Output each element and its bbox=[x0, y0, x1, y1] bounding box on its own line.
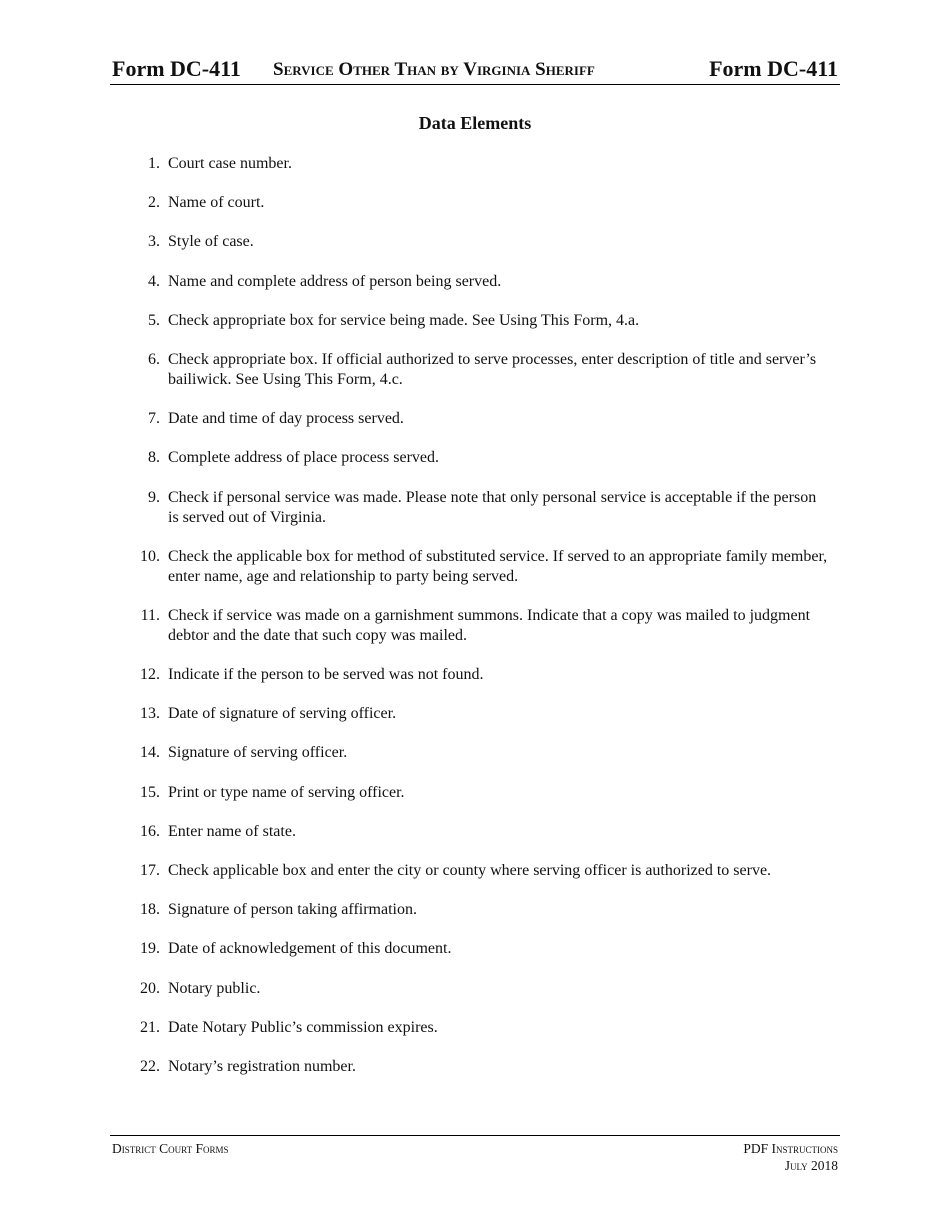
list-item: 6. Check appropriate box. If official authorized to serve processes, enter description of title and server’s bailiwick. See Using This Form, 4.c. bbox=[148, 350, 817, 388]
list-item: 1. Court case number. bbox=[148, 155, 292, 172]
list-item: 10. Check the applicable box for method of substituted service. If served to an appropriate family member, enter name, age and relationship to party being served. bbox=[140, 547, 828, 585]
footer-right-line1: PDF Instructions bbox=[743, 1141, 838, 1156]
list-item: 11. Check if service was made on a garnishment summons. Indicate that a copy was mailed to judgment debtor and the date that such copy was mailed. bbox=[140, 606, 811, 644]
form-title: Service Other Than by Virginia Sheriff bbox=[273, 59, 595, 80]
list-item: 22. Notary’s registration number. bbox=[140, 1057, 356, 1075]
list-item: 18. Signature of person taking affirmation. bbox=[140, 901, 417, 919]
form-number-right: Form DC-411 bbox=[709, 56, 838, 81]
footer-right bbox=[743, 1140, 838, 1174]
list-item: 15. Print or type name of serving officer. bbox=[140, 783, 405, 801]
list-item: 17. Check applicable box and enter the city or county where serving officer is authorized to serve. bbox=[140, 862, 772, 879]
list-item: 13. Date of signature of serving officer. bbox=[140, 705, 397, 723]
list-item: 12. Indicate if the person to be served was not found. bbox=[140, 666, 484, 684]
list-item: 20. Notary public. bbox=[140, 979, 261, 997]
list-item: 8. Complete address of place process served. bbox=[148, 449, 440, 467]
list-item: 2. Name of court. bbox=[148, 194, 265, 212]
page-footer bbox=[110, 1135, 840, 1173]
footer-right-line2: July 2018 bbox=[784, 1158, 838, 1173]
section-title: Data Elements bbox=[418, 113, 532, 133]
list-item: 4. Name and complete address of person being served. bbox=[148, 272, 502, 290]
list-item: 5. Check appropriate box for service being made. See Using This Form, 4.a. bbox=[148, 311, 640, 329]
data-elements-list bbox=[130, 154, 830, 1096]
list-item: 3. Style of case. bbox=[148, 233, 254, 251]
list-item: 9. Check if personal service was made. Please note that only personal service is acceptable if the person is served out of Virginia. bbox=[148, 488, 817, 526]
list-item: 14. Signature of serving officer. bbox=[140, 744, 348, 762]
list-item: 19. Date of acknowledgement of this document. bbox=[140, 940, 452, 958]
list-item: 7. Date and time of day process served. bbox=[148, 410, 404, 428]
list-item: 16. Enter name of state. bbox=[140, 822, 296, 840]
list-item: 21. Date Notary Public’s commission expires. bbox=[140, 1018, 438, 1036]
form-number-left: Form DC-411 bbox=[112, 56, 241, 81]
page-header bbox=[110, 56, 840, 85]
footer-left: District Court Forms bbox=[112, 1141, 229, 1156]
